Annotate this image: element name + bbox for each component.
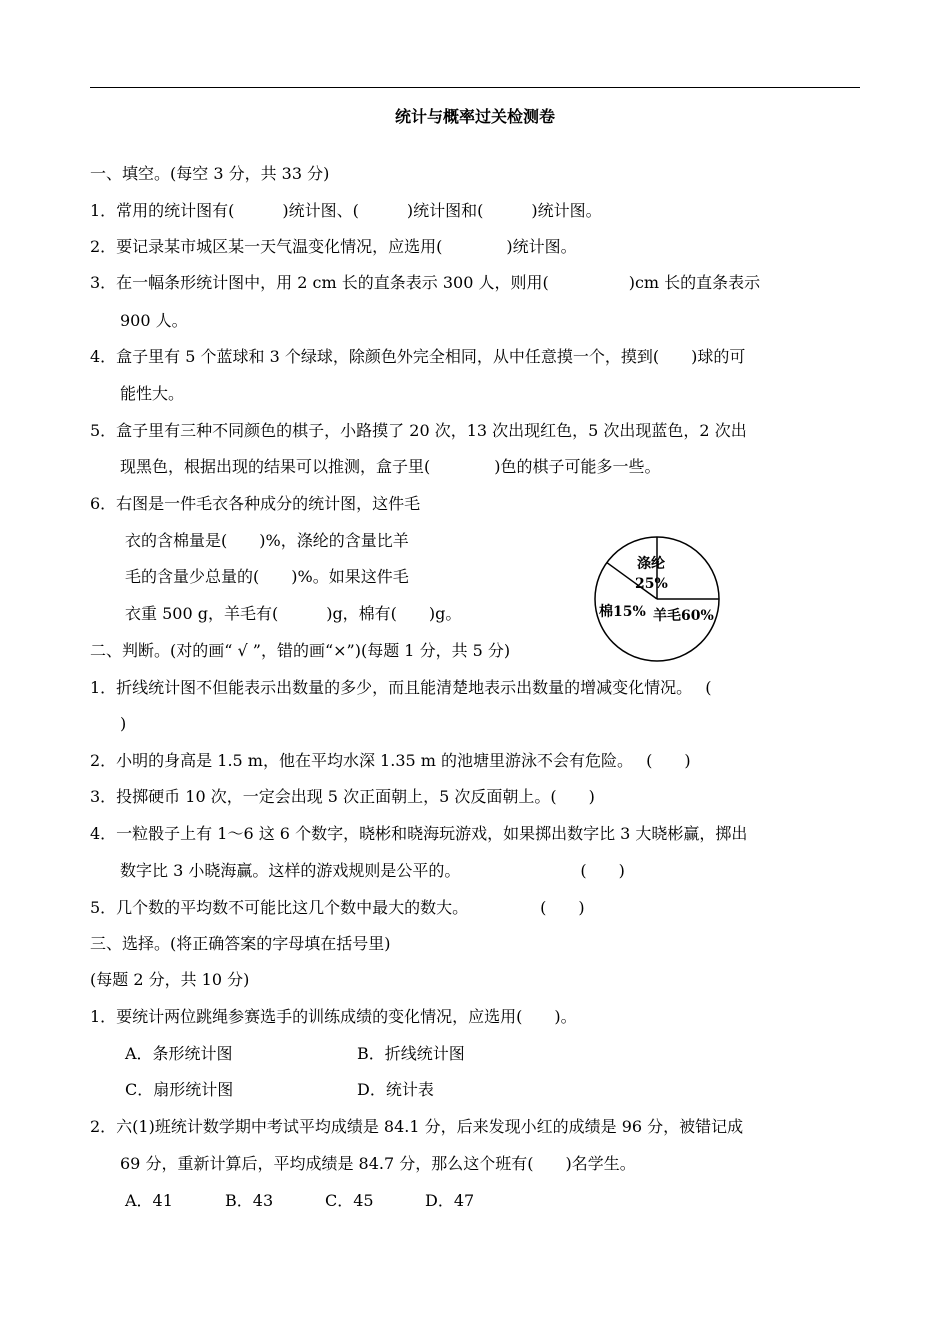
s3-q2-line2: 69 分，重新计算后，平均成绩是 84.7 分，那么这个班有( )名学生。 bbox=[120, 1154, 636, 1173]
header-rule bbox=[90, 87, 860, 88]
s3-q2-option-c: C．45 bbox=[325, 1191, 374, 1210]
s2-q4-line1: 4．一粒骰子上有 1～6 这 6 个数字，晓彬和晓海玩游戏，如果掷出数字比 3 大晓彬赢，掷出 bbox=[90, 824, 748, 843]
s1-q5-line2: 现黑色，根据出现的结果可以推测，盒子里( )色的棋子可能多一些。 bbox=[120, 457, 661, 476]
pie-value-polyester: 25% bbox=[635, 576, 668, 592]
sweater-composition-pie-chart bbox=[590, 530, 730, 670]
page-title: 统计与概率过关检测卷 bbox=[394, 107, 555, 126]
pie-label-cotton: 棉15% bbox=[599, 604, 646, 620]
s1-q3-line1: 3．在一幅条形统计图中，用 2 cm 长的直条表示 300 人，则用( )cm 长的直条表示 bbox=[90, 273, 761, 292]
s2-q1-line1: 1．折线统计图不但能表示出数量的多少，而且能清楚地表示出数量的增减变化情况。 ( bbox=[90, 678, 712, 697]
pie-label-polyester: 涤纶 bbox=[637, 556, 665, 572]
s1-q5-line1: 5．盒子里有三种不同颜色的棋子，小路摸了 20 次，13 次出现红色，5 次出现蓝色，2 次出 bbox=[90, 421, 747, 440]
s2-q3: 3．投掷硬币 10 次，一定会出现 5 次正面朝上，5 次反面朝上。( ) bbox=[90, 787, 595, 806]
s3-q2-option-b: B．43 bbox=[225, 1191, 274, 1210]
section1-heading: 一、填空。(每空 3 分，共 33 分) bbox=[90, 164, 330, 183]
s3-q2-option-d: D．47 bbox=[425, 1191, 475, 1210]
s1-q2: 2．要记录某市城区某一天气温变化情况，应选用( )统计图。 bbox=[90, 237, 577, 256]
s1-q4-line1: 4．盒子里有 5 个蓝球和 3 个绿球，除颜色外完全相同，从中任意摸一个，摸到( )球的可 bbox=[90, 347, 746, 366]
section2-heading: 二、判断。(对的画“ √ ”，错的画“×”)(每题 1 分，共 5 分) bbox=[90, 641, 511, 660]
s3-q1-option-d: D．统计表 bbox=[357, 1080, 434, 1099]
section3-heading: 三、选择。(将正确答案的字母填在括号里) bbox=[90, 934, 391, 953]
s2-q5: 5．几个数的平均数不可能比这几个数中最大的数大。 ( ) bbox=[90, 898, 585, 917]
s1-q6-line1: 6．右图是一件毛衣各种成分的统计图，这件毛 bbox=[90, 494, 421, 513]
section3-heading-scoring: (每题 2 分，共 10 分) bbox=[90, 970, 250, 989]
s3-q1-option-b: B．折线统计图 bbox=[357, 1044, 465, 1063]
s2-q4-line2: 数字比 3 小晓海赢。这样的游戏规则是公平的。 ( ) bbox=[120, 861, 625, 880]
s3-q2-option-a: A．41 bbox=[125, 1191, 173, 1210]
s3-q1-option-c: C．扇形统计图 bbox=[125, 1080, 234, 1099]
s1-q3-line2: 900 人。 bbox=[120, 311, 188, 330]
s1-q4-line2: 能性大。 bbox=[120, 384, 185, 403]
s2-q1-line2: ) bbox=[120, 714, 127, 733]
s1-q6-line2: 衣的含棉量是( )%，涤纶的含量比羊 bbox=[125, 531, 409, 550]
s3-q2-line1: 2．六(1)班统计数学期中考试平均成绩是 84.1 分，后来发现小红的成绩是 96 分，被错记成 bbox=[90, 1117, 744, 1136]
s2-q2: 2．小明的身高是 1.5 m，他在平均水深 1.35 m 的池塘里游泳不会有危险。 ( ) bbox=[90, 751, 691, 770]
s3-q1: 1．要统计两位跳绳参赛选手的训练成绩的变化情况，应选用( )。 bbox=[90, 1007, 577, 1026]
pie-label-wool: 羊毛60% bbox=[653, 608, 714, 624]
s1-q6-line3: 毛的含量少总量的( )%。如果这件毛 bbox=[125, 567, 409, 586]
s1-q6-line4: 衣重 500 g，羊毛有( )g，棉有( )g。 bbox=[125, 604, 462, 623]
s3-q1-option-a: A．条形统计图 bbox=[125, 1044, 233, 1063]
s1-q1: 1．常用的统计图有( )统计图、( )统计图和( )统计图。 bbox=[90, 201, 602, 220]
